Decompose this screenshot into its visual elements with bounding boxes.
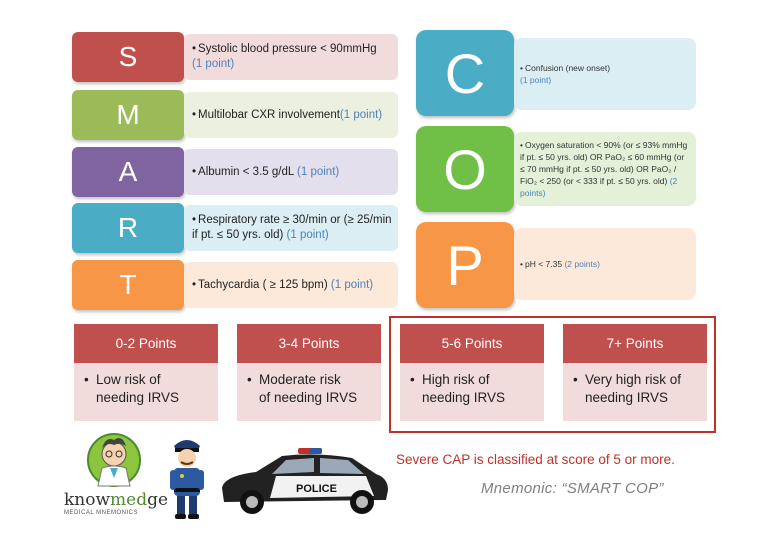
logo-subtitle: MEDICAL MNEMONICS [64,510,138,516]
criterion-text: • Respiratory rate ≥ 30/min or (≥ 25/min if pt. ≤ 50 yrs. old) [192,214,392,241]
letter-t: T [72,260,184,310]
risk-line: of needing IRVS [259,390,358,405]
risk-line: High risk of [422,372,490,387]
criterion-text: • Albumin < 3.5 g/dL [192,166,294,178]
risk-description: • Very high risk of needing IRVS [563,363,707,421]
risk-line: needing IRVS [422,390,506,405]
letter-s: S [72,32,184,82]
letter-o: O [416,126,514,212]
criterion-text: • Oxygen saturation < 90% (or ≤ 93% mmHg if pt. ≤ 50 yrs. old) OR PaO₂ ≤ 60 mmHg (or ≤ 70 mmHg if pt. ≤ 50 yrs. old) OR PaO₂ / FiO₂ < 250 (or < 333 if pt. ≤ 50 yrs. old) [520,140,687,186]
criterion-text: • Confusion (new onset) [520,63,610,73]
knowmedge-logo [64,490,168,510]
risk-header: 5-6 Points [400,324,544,363]
criterion-m [184,92,398,138]
criterion-text: • Tachycardia ( ≥ 125 bpm) [192,279,328,291]
risk-line: Low risk of [96,372,161,387]
severity-note: Severe CAP is classified at score of 5 or more. [396,452,675,467]
criterion-text: • Systolic blood pressure < 90mmHg [192,43,377,55]
criterion-a [184,149,398,195]
police-officer-icon [162,432,212,522]
criterion-s [184,34,398,80]
criterion-points: (1 point) [339,108,383,121]
risk-line: needing IRVS [585,390,669,405]
criterion-points: (2 points) [520,176,678,198]
criterion-o [514,132,696,206]
doctor-mascot-icon [80,430,150,492]
criterion-points: (1 point) [330,278,374,291]
police-label: POLICE [296,483,337,495]
logo-part: know [64,490,111,510]
criterion-c [514,38,696,110]
police-car-icon [216,446,392,516]
criterion-text: • Multilobar CXR involvement [192,109,340,121]
logo-part: med [110,490,148,510]
criterion-points: (1 point) [520,75,552,85]
risk-header: 3-4 Points [237,324,381,363]
letter-c: C [416,30,514,116]
criterion-text: • pH < 7.35 [520,259,562,269]
criterion-p [514,228,696,300]
risk-line: Very high risk of [585,372,682,387]
risk-line: Moderate risk [259,372,341,387]
criterion-t [184,262,398,308]
criterion-points: (1 point) [297,165,340,178]
risk-line: needing IRVS [96,390,180,405]
letter-r: R [72,203,184,253]
criterion-points: (1 point) [192,58,235,70]
risk-description: • High risk of needing IRVS [400,363,544,421]
criterion-r [184,205,398,251]
criterion-points: (2 points) [564,259,600,269]
risk-header: 7+ Points [563,324,707,363]
severe-highlight-frame [389,316,716,433]
criterion-points: (1 point) [286,229,329,241]
risk-description: • Low risk of needing IRVS [74,363,218,421]
risk-header: 0-2 Points [74,324,218,363]
mnemonic-caption: Mnemonic: “SMART COP” [481,480,664,497]
letter-m: M [72,90,184,140]
risk-description: • Moderate risk of needing IRVS [237,363,381,421]
letter-a: A [72,147,184,197]
letter-p: P [416,222,514,308]
logo-part: ge [147,490,169,510]
